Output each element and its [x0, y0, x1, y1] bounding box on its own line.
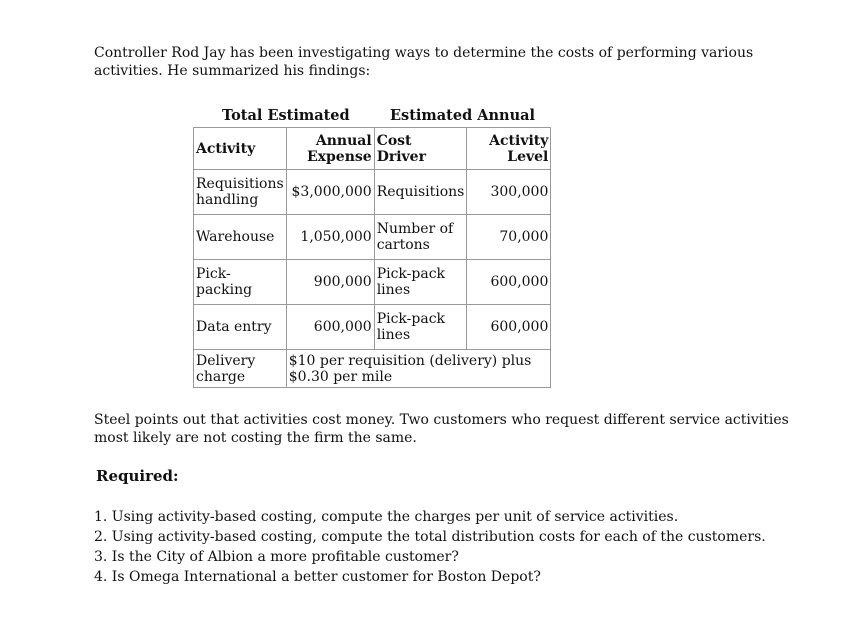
expense-cell: 600,000 — [286, 305, 374, 350]
required-list — [94, 507, 766, 587]
activity-cell: Requisitions handling — [194, 170, 287, 215]
col-annual-expense: Annual Expense — [286, 128, 374, 170]
driver-cell: Pick-pack lines — [374, 305, 467, 350]
intro-paragraph: Controller Rod Jay has been investigating ways to determine the costs of performing various activities. He summarized his findings: — [94, 45, 754, 79]
delivery-row — [194, 350, 551, 388]
header-estimated-annual: Estimated Annual — [390, 107, 536, 124]
level-cell: 300,000 — [467, 170, 551, 215]
col-cost-driver: Cost Driver — [374, 128, 467, 170]
table-row — [194, 170, 551, 215]
activity-cell: Warehouse — [194, 215, 287, 260]
activity-cell: Pick-packing — [194, 260, 287, 305]
driver-cell: Number of cartons — [374, 215, 467, 260]
required-item: 3. Is the City of Albion a more profitable customer? — [94, 549, 459, 565]
col-activity-level: Activity Level — [467, 128, 551, 170]
table-header-row — [194, 128, 551, 170]
expense-cell: 1,050,000 — [286, 215, 374, 260]
driver-cell: Requisitions — [374, 170, 467, 215]
level-cell: 600,000 — [467, 260, 551, 305]
steel-note: Steel points out that activities cost money. Two customers who request different service activities most likely are not costing the firm the same. — [94, 412, 789, 446]
activity-cost-table — [193, 127, 551, 388]
required-item: 2. Using activity-based costing, compute the total distribution costs for each of the customers. — [94, 529, 766, 545]
expense-cell: 900,000 — [286, 260, 374, 305]
required-item: 4. Is Omega International a better customer for Boston Depot? — [94, 569, 541, 585]
required-item: 1. Using activity-based costing, compute the charges per unit of service activities. — [94, 509, 679, 525]
delivery-rate-cell: $10 per requisition (delivery) plus $0.30 per mile — [286, 350, 551, 388]
expense-cell: $3,000,000 — [286, 170, 374, 215]
required-heading: Required: — [96, 467, 179, 485]
table-row — [194, 215, 551, 260]
level-cell: 70,000 — [467, 215, 551, 260]
activity-cell: Data entry — [194, 305, 287, 350]
col-activity: Activity — [194, 128, 287, 170]
header-total-estimated: Total Estimated — [222, 107, 350, 124]
activity-cell: Delivery charge — [194, 350, 287, 388]
table-row — [194, 305, 551, 350]
table-row — [194, 260, 551, 305]
driver-cell: Pick-pack lines — [374, 260, 467, 305]
level-cell: 600,000 — [467, 305, 551, 350]
